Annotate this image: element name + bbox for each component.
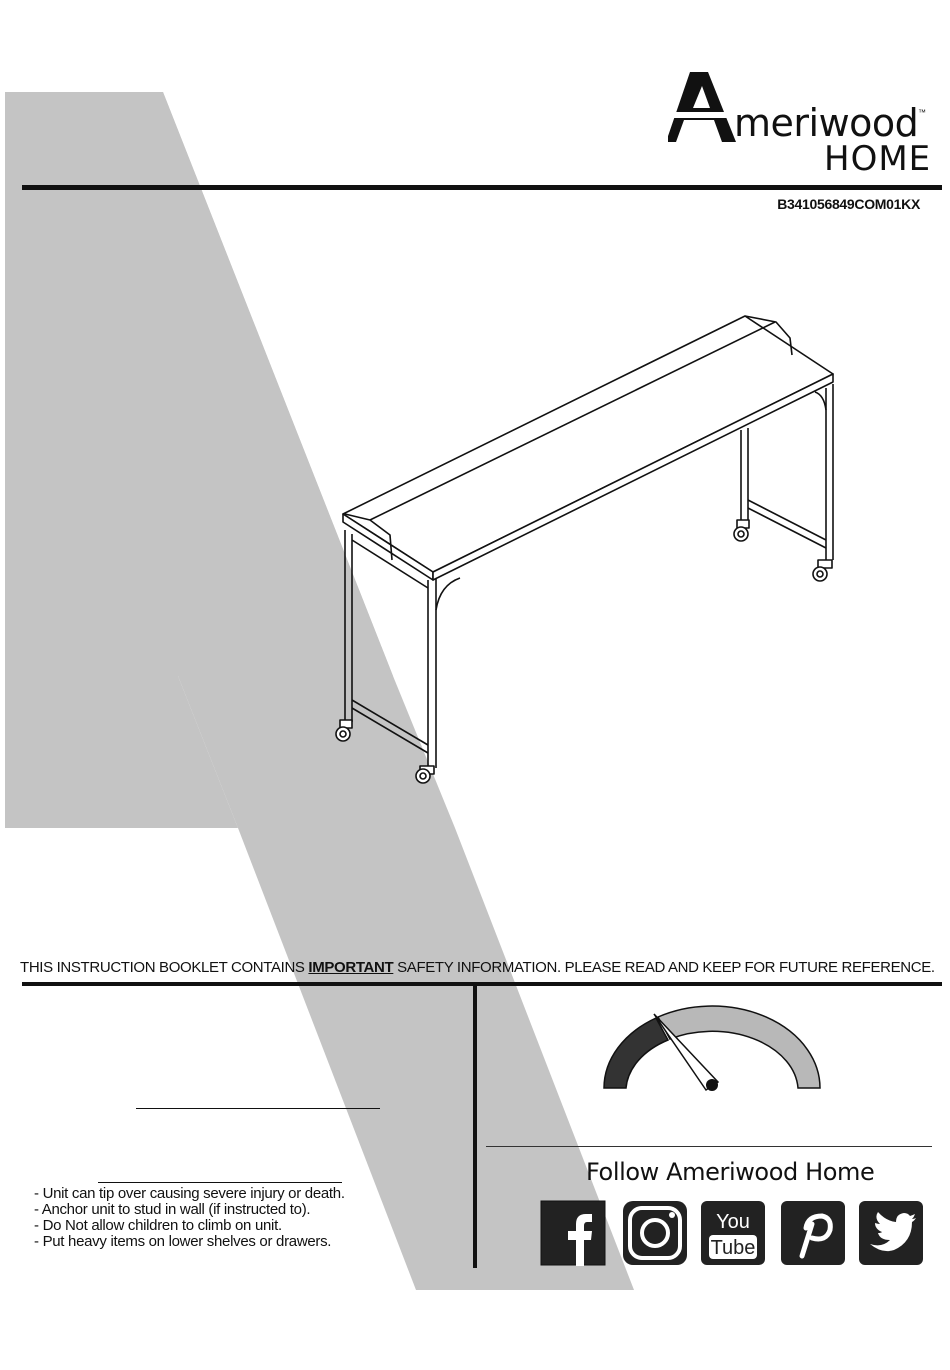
youtube-you: You <box>716 1211 750 1233</box>
model-number: B341056849COM01KX <box>777 196 920 212</box>
warning-item: - Anchor unit to stud in wall (if instructed to). <box>34 1201 311 1218</box>
top-rule <box>22 185 942 190</box>
warning-item: - Unit can tip over causing severe injury or death. <box>34 1185 345 1202</box>
logo-trademark: ™ <box>918 108 926 117</box>
blank-line-2 <box>98 1182 342 1183</box>
product-illustration <box>330 310 850 790</box>
twitter-icon[interactable] <box>858 1200 924 1266</box>
tip-over-warnings <box>34 1186 345 1250</box>
right-rule <box>486 1146 932 1147</box>
notice-after: SAFETY INFORMATION. PLEASE READ AND KEEP FOR FUTURE REFERENCE. <box>393 959 935 976</box>
notice-emphasis: IMPORTANT <box>308 959 394 976</box>
logo-wordmark: meriwood <box>734 101 919 145</box>
brand-logo <box>668 72 930 182</box>
follow-heading: Follow Ameriwood Home <box>586 1158 875 1186</box>
notice-before: THIS INSTRUCTION BOOKLET CONTAINS <box>20 959 309 976</box>
warning-item: - Do Not allow children to climb on unit. <box>34 1217 282 1234</box>
facebook-icon[interactable] <box>540 1200 606 1266</box>
safety-notice <box>20 959 935 976</box>
warning-item: - Put heavy items on lower shelves or drawers. <box>34 1233 332 1250</box>
middle-rule <box>22 982 942 986</box>
logo-a-mark <box>668 72 738 142</box>
logo-home: HOME <box>824 139 932 179</box>
youtube-icon[interactable] <box>700 1200 766 1266</box>
column-divider <box>473 986 477 1268</box>
instagram-icon[interactable] <box>622 1200 688 1266</box>
pinterest-icon[interactable] <box>780 1200 846 1266</box>
blank-line-1 <box>136 1108 380 1109</box>
youtube-tube: Tube <box>710 1237 756 1259</box>
difficulty-gauge-icon <box>596 1000 826 1100</box>
